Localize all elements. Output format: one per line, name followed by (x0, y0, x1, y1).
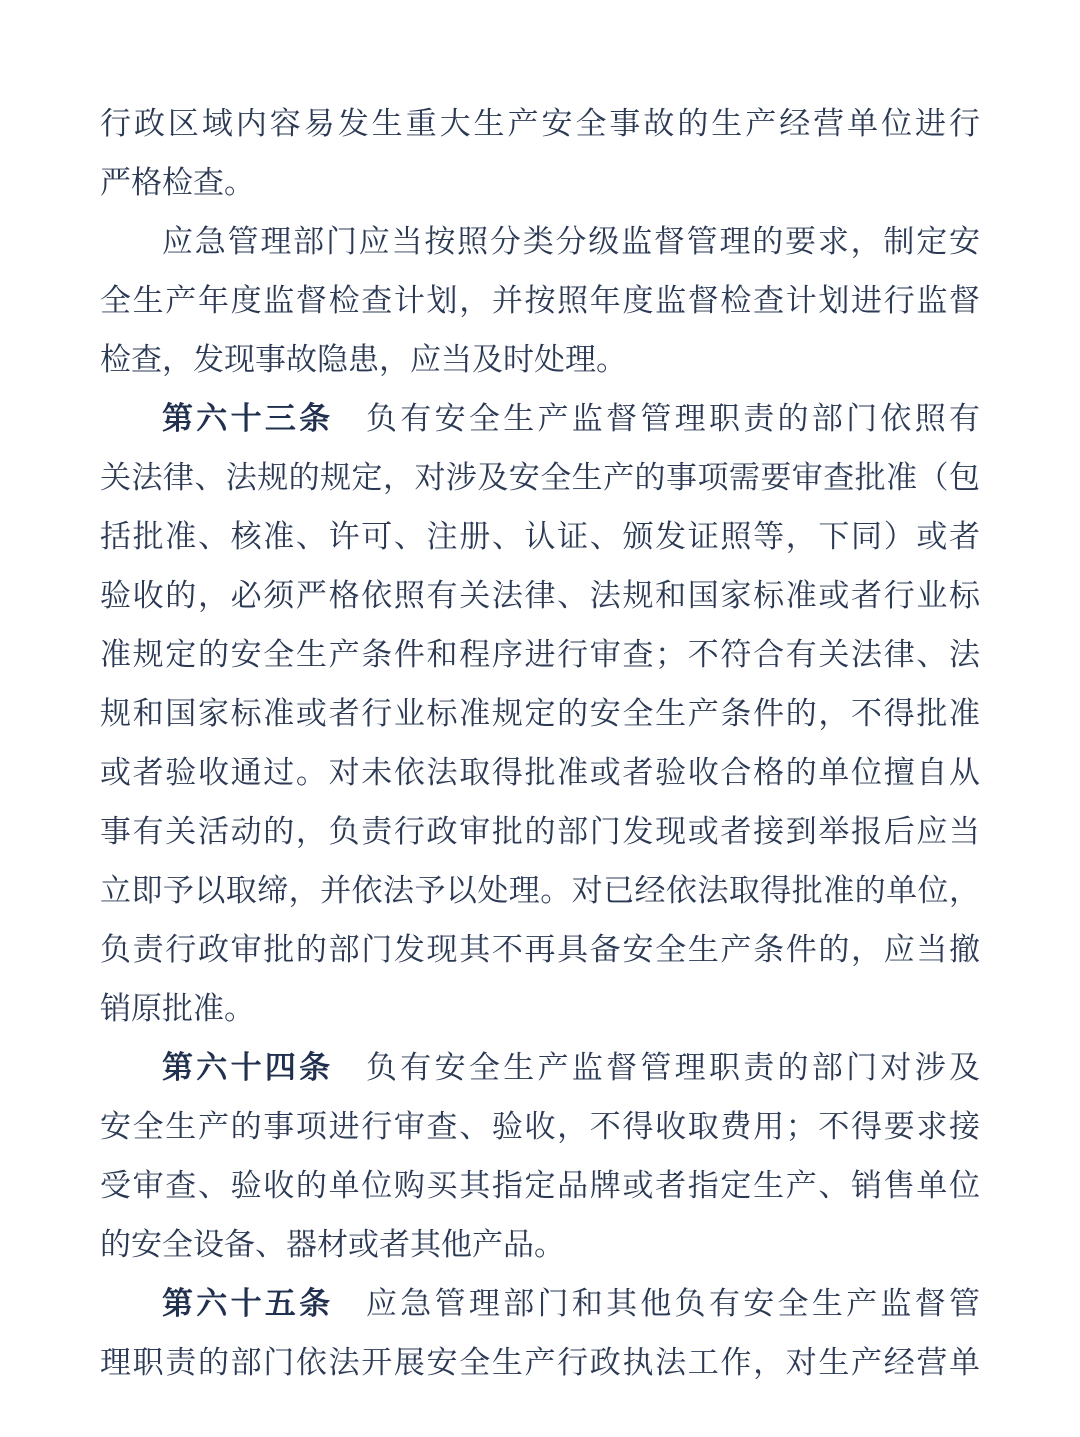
line-text: 应急管理部门和其他负有安全生产监督管 (366, 1286, 981, 1321)
line-text: 严格检查。 (100, 165, 255, 200)
line-text: 理职责的部门依法开展安全生产行政执法工作，对生产经营单 (100, 1345, 980, 1380)
text-line (100, 625, 980, 684)
article-paragraph (100, 1274, 980, 1392)
text-line (100, 802, 980, 861)
line-text: 全生产年度监督检查计划，并按照年度监督检查计划进行监督 (100, 283, 980, 318)
article-paragraph (100, 389, 980, 1038)
line-text: 负有安全生产监督管理职责的部门对涉及 (366, 1050, 981, 1085)
line-text: 应急管理部门应当按照分类分级监督管理的要求，制定安 (162, 224, 980, 259)
text-line (100, 1274, 980, 1333)
text-paragraph (100, 94, 980, 212)
line-text: 或者验收通过。对未依法取得批准或者验收合格的单位擅自从 (100, 755, 980, 790)
article-number: 第六十四条 (162, 1050, 334, 1085)
line-text: 的安全设备、器材或者其他产品。 (100, 1227, 565, 1262)
article-number: 第六十三条 (162, 401, 334, 436)
line-text: 立即予以取缔，并依法予以处理。对已经依法取得批准的单位， (100, 873, 980, 908)
text-line (100, 920, 980, 979)
text-line (100, 153, 980, 212)
line-text: 受审查、验收的单位购买其指定品牌或者指定生产、销售单位 (100, 1168, 980, 1203)
text-line (100, 1215, 980, 1274)
text-line (100, 212, 980, 271)
text-line (100, 389, 980, 448)
line-text: 销原批准。 (100, 991, 255, 1026)
text-line (100, 271, 980, 330)
text-line (100, 1333, 980, 1392)
text-line (100, 979, 980, 1038)
line-text: 检查，发现事故隐患，应当及时处理。 (100, 342, 627, 377)
article-number: 第六十五条 (162, 1286, 334, 1321)
line-text: 负有安全生产监督管理职责的部门依照有 (366, 401, 981, 436)
line-text: 事有关活动的，负责行政审批的部门发现或者接到举报后应当 (100, 814, 980, 849)
article-paragraph (100, 1038, 980, 1274)
line-text: 准规定的安全生产条件和程序进行审查；不符合有关法律、法 (100, 637, 980, 672)
line-text: 行政区域内容易发生重大生产安全事故的生产经营单位进行 (100, 106, 980, 141)
text-line (100, 448, 980, 507)
text-line (100, 1097, 980, 1156)
text-line (100, 684, 980, 743)
line-text: 负责行政审批的部门发现其不再具备安全生产条件的，应当撤 (100, 932, 980, 967)
text-line (100, 507, 980, 566)
line-text: 安全生产的事项进行审查、验收，不得收取费用；不得要求接 (100, 1109, 980, 1144)
line-text: 关法律、法规的规定，对涉及安全生产的事项需要审查批准（包 (100, 460, 980, 495)
text-line (100, 1038, 980, 1097)
text-line (100, 94, 980, 153)
text-line (100, 743, 980, 802)
text-line (100, 861, 980, 920)
line-text: 括批准、核准、许可、注册、认证、颁发证照等，下同）或者 (100, 519, 980, 554)
text-line (100, 1156, 980, 1215)
text-line (100, 566, 980, 625)
document-body (100, 94, 980, 1392)
line-text: 验收的，必须严格依照有关法律、法规和国家标准或者行业标 (100, 578, 980, 613)
text-paragraph (100, 212, 980, 389)
text-line (100, 330, 980, 389)
line-text: 规和国家标准或者行业标准规定的安全生产条件的，不得批准 (100, 696, 980, 731)
